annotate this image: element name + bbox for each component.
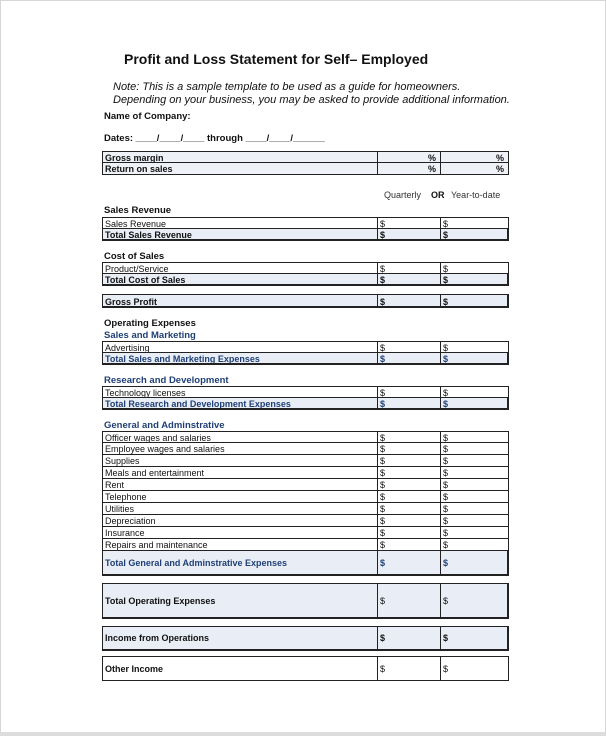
row-label: Total Sales Revenue (103, 229, 378, 239)
ytd-cell[interactable]: $ (443, 456, 449, 466)
row-label: Meals and entertainment (103, 467, 378, 478)
table-row (102, 551, 509, 576)
row-label: Gross Profit (103, 295, 378, 306)
table-row (102, 431, 509, 443)
table-row (102, 443, 509, 455)
column-header-ytd: Year-to-date (451, 190, 501, 200)
ytd-cell[interactable]: $ (443, 595, 449, 606)
note-text (113, 81, 510, 107)
quarterly-cell[interactable]: $ (378, 263, 441, 273)
table-row (102, 294, 509, 308)
income-ops-table (102, 626, 509, 651)
quarterly-cell[interactable]: $ (378, 479, 441, 490)
row-label: Repairs and maintenance (103, 539, 378, 550)
row-label: Utilities (103, 503, 378, 514)
table-row (102, 539, 509, 551)
table-row (102, 656, 509, 681)
ytd-cell[interactable]: $ (443, 444, 449, 454)
quarterly-cell[interactable]: $ (378, 295, 441, 306)
table-row (102, 341, 509, 353)
ytd-cell[interactable]: $ (443, 399, 449, 409)
table-row (102, 217, 509, 229)
company-name-label: Name of Company: (104, 111, 191, 122)
quarterly-cell[interactable]: $ (378, 387, 441, 397)
row-label: Total Operating Expenses (103, 584, 378, 617)
row-label: Total General and Adminstrative Expenses (103, 551, 378, 574)
note-line-2: Depending on your business, you may be asked to provide additional information. (113, 94, 510, 106)
table-row (102, 527, 509, 539)
row-label: Total Cost of Sales (103, 274, 378, 284)
section-heading-marketing: Sales and Marketing (104, 330, 196, 341)
quarterly-cell[interactable]: $ (378, 432, 441, 442)
section-heading-rnd: Research and Development (104, 375, 229, 386)
ytd-cell[interactable]: $ (443, 516, 449, 526)
table-row (102, 467, 509, 479)
ytd-cell[interactable]: $ (443, 504, 449, 514)
row-label: Total Sales and Marketing Expenses (103, 353, 378, 363)
quarterly-cell[interactable]: % (378, 152, 441, 162)
ytd-cell[interactable]: $ (443, 388, 449, 398)
marketing-table (102, 341, 509, 365)
row-label: Technology licenses (103, 387, 378, 397)
row-label: Gross margin (103, 152, 378, 162)
table-row (102, 151, 509, 163)
quarterly-cell[interactable]: $ (378, 467, 441, 478)
ytd-cell[interactable]: $ (443, 354, 449, 364)
ytd-cell[interactable]: $ (443, 275, 449, 285)
table-row (102, 163, 509, 175)
section-heading-ga: General and Adminstrative (104, 420, 225, 431)
quarterly-cell[interactable]: $ (378, 229, 441, 239)
quarterly-cell[interactable]: $ (378, 342, 441, 352)
table-row (102, 262, 509, 274)
ytd-cell[interactable]: $ (443, 663, 449, 674)
row-label: Telephone (103, 491, 378, 502)
gross-profit-table (102, 294, 509, 308)
ratios-table (102, 151, 509, 175)
row-label: Rent (103, 479, 378, 490)
sales-table (102, 217, 509, 241)
table-row (102, 626, 509, 651)
ytd-cell[interactable]: $ (443, 433, 449, 443)
page-shadow (0, 732, 606, 736)
table-row (102, 229, 509, 241)
quarterly-cell[interactable]: $ (378, 503, 441, 514)
ytd-cell[interactable]: $ (443, 264, 449, 274)
quarterly-cell[interactable]: $ (378, 491, 441, 502)
other-income-table (102, 656, 509, 681)
quarterly-cell[interactable]: $ (378, 551, 441, 574)
table-row (102, 583, 509, 619)
document-title: Profit and Loss Statement for Self– Employed (124, 51, 429, 67)
ytd-cell[interactable]: $ (443, 480, 449, 490)
row-label: Employee wages and salaries (103, 443, 378, 454)
ytd-cell[interactable]: $ (443, 557, 449, 568)
ytd-cell[interactable]: % (495, 164, 504, 174)
row-label: Supplies (103, 455, 378, 466)
quarterly-cell[interactable]: $ (378, 657, 441, 680)
ytd-cell[interactable]: $ (443, 219, 449, 229)
row-label: Product/Service (103, 263, 378, 273)
column-header-quarterly: Quarterly (384, 190, 422, 200)
cost-table (102, 262, 509, 286)
quarterly-cell[interactable]: $ (378, 515, 441, 526)
ytd-cell[interactable]: $ (443, 230, 449, 240)
table-row (102, 386, 509, 398)
quarterly-cell[interactable]: $ (378, 627, 441, 649)
rnd-table (102, 386, 509, 410)
quarterly-cell[interactable]: $ (378, 584, 441, 617)
section-heading-opex: Operating Expenses (104, 318, 196, 329)
section-heading-cost: Cost of Sales (104, 251, 165, 262)
ytd-cell[interactable]: $ (443, 492, 449, 502)
quarterly-cell[interactable]: $ (378, 398, 441, 408)
section-heading-sales: Sales Revenue (104, 205, 172, 216)
column-header-or: OR (431, 190, 445, 200)
quarterly-cell[interactable]: $ (378, 443, 441, 454)
ytd-cell[interactable]: $ (443, 540, 449, 550)
row-label: Total Research and Development Expenses (103, 398, 378, 408)
quarterly-cell[interactable]: $ (378, 539, 441, 550)
table-row (102, 515, 509, 527)
row-label: Officer wages and salaries (103, 432, 378, 442)
table-row (102, 479, 509, 491)
table-row (102, 274, 509, 286)
quarterly-cell[interactable]: % (378, 163, 441, 174)
row-label: Other Income (103, 657, 378, 680)
table-row (102, 455, 509, 467)
ytd-cell[interactable]: % (495, 153, 504, 163)
quarterly-cell[interactable]: $ (378, 274, 441, 284)
ytd-cell[interactable]: $ (443, 528, 449, 538)
row-label: Return on sales (103, 163, 378, 174)
row-label: Depreciation (103, 515, 378, 526)
table-row (102, 491, 509, 503)
quarterly-cell[interactable]: $ (378, 527, 441, 538)
row-label: Income from Operations (103, 627, 378, 649)
quarterly-cell[interactable]: $ (378, 218, 441, 228)
ytd-cell[interactable]: $ (443, 343, 449, 353)
ga-table (102, 431, 509, 576)
ytd-cell[interactable]: $ (443, 297, 449, 307)
dates-label: Dates: ____/____/____ through ____/____/______ (104, 133, 325, 144)
note-line-1: Note: This is a sample template to be used as a guide for homeowners. (113, 81, 461, 93)
ytd-cell[interactable]: $ (443, 468, 449, 478)
table-row (102, 398, 509, 410)
row-label: Advertising (103, 342, 378, 352)
quarterly-cell[interactable]: $ (378, 455, 441, 466)
row-label: Insurance (103, 527, 378, 538)
row-label: Sales Revenue (103, 218, 378, 228)
table-row (102, 353, 509, 365)
quarterly-cell[interactable]: $ (378, 353, 441, 363)
ytd-cell[interactable]: $ (443, 633, 449, 643)
table-row (102, 503, 509, 515)
total-opex-table (102, 583, 509, 619)
